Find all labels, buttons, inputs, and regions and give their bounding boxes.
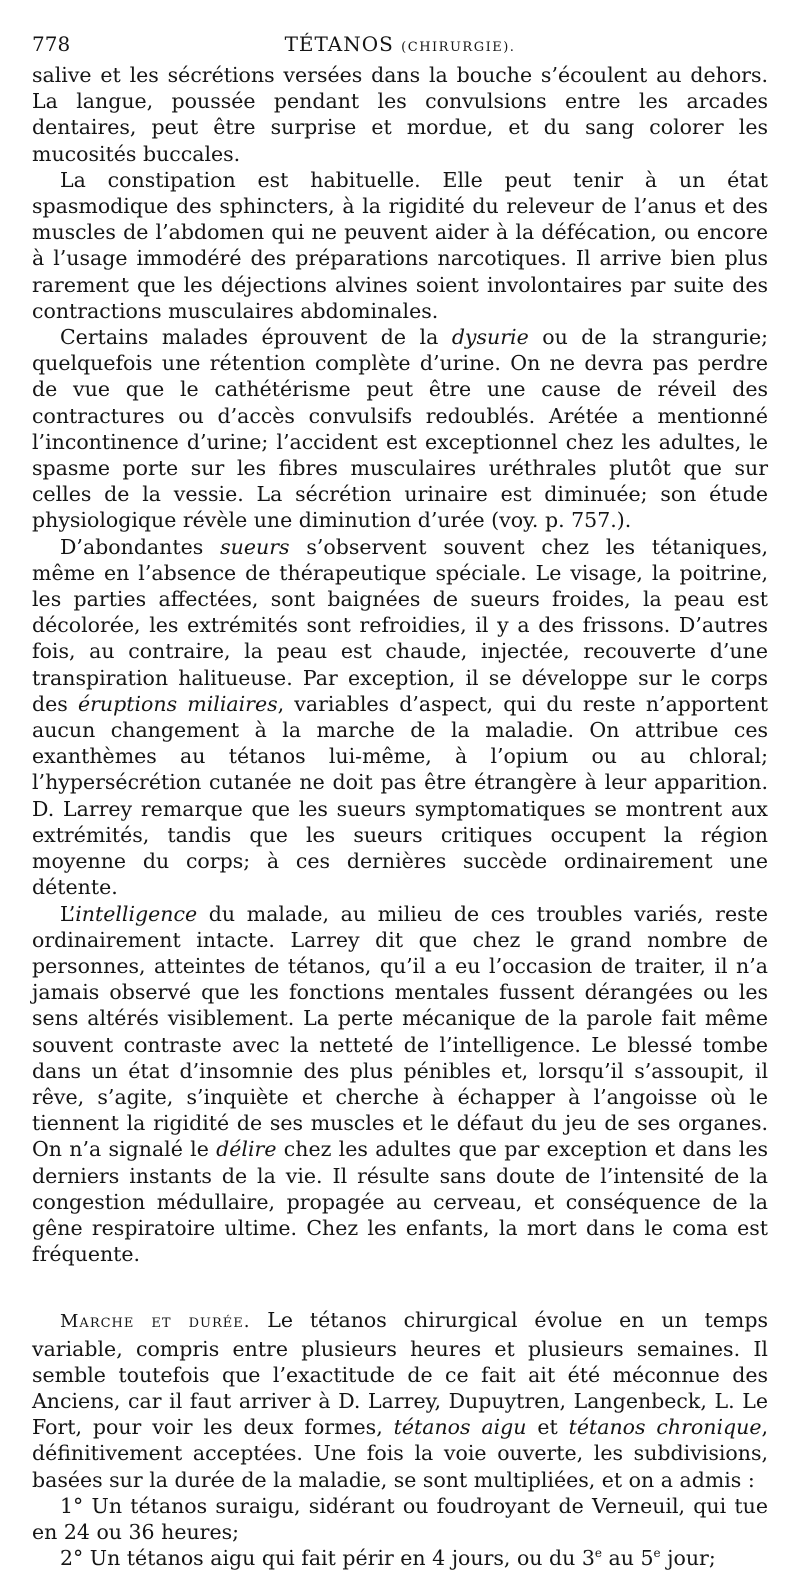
term-intelligence: intelligence — [75, 901, 198, 926]
paragraph-constipation: La constipation est habituelle. Elle peut tenir à un état spasmodique des sphincters, à la rigidité du releveur de l’anus et des muscles de l’abdomen qui ne peuvent aider à la défécation, ou encore à l’usage immodéré des préparations narcotiques. Il arrive bien plus rarement que les déjections alvines soient involontaires par suite des contractions musculaires abdominales. — [32, 167, 768, 323]
text-run: Le tétanos chirurgical évolue en un temps variable, compris entre plusieurs heures et plusieurs semaines. Il semble toutefois que l’exactitude de ce fait ait été méconnue des Anciens, car il faut arriver à D. Larrey, Dupuytren, Langenbeck, L. Le Fort, pour voir les deux formes, — [32, 1308, 768, 1440]
text-run: L’ — [60, 901, 76, 926]
section-heading-marche-et-duree: Marche et durée. — [60, 1311, 251, 1333]
paragraph-saliva: salive et les sécrétions versées dans la bouche s’écoulent au dehors. La langue, poussée pendant les convulsions entre les arcades dentaires, peut être surprise et mordue, et du sang colorer les mucosités buccales. — [32, 63, 768, 166]
list-item-suraigu: 1° Un tétanos suraigu, sidérant ou foudroyant de Verneuil, qui tue en 24 ou 36 heures; — [32, 1493, 768, 1544]
list-item-aigu — [32, 1545, 768, 1571]
paragraph-dysurie — [32, 324, 768, 534]
text-run: chez les adultes que par exception et dans les derniers instants de la vie. Il résulte sans doute de l’intensité de la congestion médullaire, propagée au cerveau, et conséquence de la gêne respiratoire ultime. Chez les enfants, la mort dans le coma est fréquente. — [32, 1137, 768, 1267]
term-tetanos-chronique: tétanos chronique — [568, 1415, 762, 1440]
text-run: , variables d’aspect, qui du reste n’apportent aucun changement à la marche de la maladie. On attribue ces exanthèmes au tétanos lui-même, à l’opium ou au chloral; l’hypersécrétion cutanée ne doit pas être étrangère à leur apparition. D. Larrey remarque que les sueurs symptomatiques se montrent aux extrémités, tandis que les sueurs critiques occupent la région moyenne du corps; à ces dernières succède ordinairement une détente. — [32, 691, 768, 900]
text-run: et — [526, 1415, 569, 1440]
running-title — [32, 32, 768, 56]
paragraph-sueurs — [32, 534, 768, 901]
term-eruptions-miliaires: éruptions miliaires — [77, 691, 278, 716]
page-header — [32, 28, 768, 58]
running-title-main: TÉTANOS — [284, 32, 394, 56]
term-dysurie: dysurie — [451, 325, 529, 350]
paragraph-intelligence — [32, 901, 768, 1268]
text-run: , définitivement acceptées. Une fois la voie ouverte, les subdivisions, basées sur la durée de la maladie, se sont multipliées, et on a admis : — [32, 1415, 768, 1492]
text-run: ou de la strangurie; quelquefois une rétention complète d’urine. On ne devra pas perdre de vue que le cathétérisme peut être une cause de réveil des contractures ou d’accès convulsifs redoublés. Arétée a mentionné l’incontinence d’urine; l’accident est exceptionnel chez les adultes, le spasme porte sur les fibres musculaires uréthrales plutôt que sur celles de la vessie. La sécrétion urinaire est diminuée; son étude physiologique révèle une diminution d’urée (voy. p. 757.). — [32, 325, 768, 533]
page-number: 778 — [32, 32, 71, 56]
term-sueurs: sueurs — [220, 534, 290, 559]
text-run: jour; — [660, 1546, 716, 1571]
text-run: 2° Un tétanos aigu qui fait périr en 4 jours, ou du 3 — [60, 1546, 595, 1571]
superscript: e — [594, 1546, 603, 1561]
text-run: du malade, au milieu de ces troubles variés, reste ordinairement intacte. Larrey dit que chez le grand nombre de personnes, atteintes de tétanos, qu’il a eu l’occasion de traiter, il n’a jamais observé que les fonctions mentales fussent dérangées ou les sens altérés visiblement. La perte mécanique de la parole fait même souvent contraste avec la netteté de l’intelligence. Le blessé tombe dans un état d’insomnie des plus pénibles et, lorsqu’il s’assoupit, il rêve, s’agite, s’inquiète et cherche à échapper à l’angoisse où le tiennent la rigidité de ses muscles et le défaut du jeu de ses organes. On n’a signalé le — [32, 901, 768, 1162]
term-tetanos-aigu: tétanos aigu — [393, 1415, 527, 1440]
running-title-sub: (CHIRURGIE). — [401, 40, 516, 55]
paragraph-marche-et-duree — [32, 1307, 768, 1492]
text-run: s’observent souvent chez les tétaniques, même en l’absence de thérapeutique spéciale. Le visage, la poitrine, les parties affectées, sont baignées de sueurs froides, la peau est décolorée, les extrémités sont refroidies, il y a des frissons. D’autres fois, au contraire, la peau est chaude, injectée, recouverte d’une transpiration halitueuse. Par exception, il se développe sur le corps des — [32, 534, 769, 716]
book-page — [32, 28, 768, 1571]
text-run: Certains malades éprouvent de la — [60, 325, 452, 350]
body-text — [32, 62, 768, 1571]
term-delire: délire — [216, 1137, 277, 1162]
text-run: D’abondantes — [60, 534, 221, 559]
superscript: e — [653, 1546, 661, 1561]
text-run: au 5 — [602, 1546, 654, 1571]
